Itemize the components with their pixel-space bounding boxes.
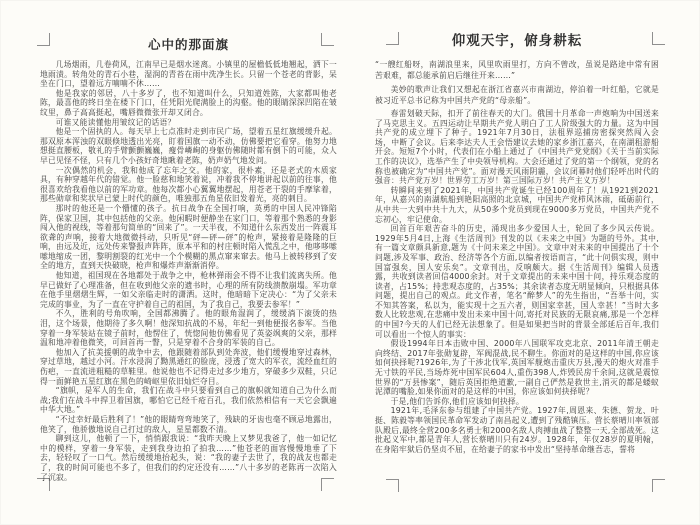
crop-mark-right-page-bottom-left bbox=[386, 479, 399, 492]
paragraph: 回首百年艰苦奋斗的历史，涌现出多少爱国人士，轮回了多少风云传说。1929年5月4日,上海《生活周刊》刊发的以《未来之中国》为题的号外。其中,有一篇文章颇具新意,题为《十问未来之中国》。文章中对未来的中国提出了十个问题,涉及军事、政治、经济等各个方面,以编者按语而言，“此十问倶实现，则中国富强矣，国人安乐矣”。文章刊出，反响颇大。据《生活周刊》编辑人员透露，共收到读者回信4000余封。对于文章提出的未来中国十问，持乐观态度的读者，占15%；持悲观态度的，占35%；其余读者态度无明显倾向，只根据具体问题，提出自己的观点。此文作者，笔名“醉梦人”的先生指出，“吾举十问，实不知其答案，私以为，能实现十之五六者，则国家幸甚，国人幸甚！”当时大多数人比较悲观,在悲痛中发出未来中国十问,寄托对民族的无限哀痛,那是一个怎样的中国?今天的人们已经无法想象了。但是如果把当时的背景全部延后百年,我们可以看出一个惊人的事实： bbox=[375, 224, 659, 339]
paragraph: 不久，胜利的号角吹响，全国都沸腾了。他的眼角湿润了，缓缓淌下滚烫的热泪，这个场景，他期待了多久啊！他深知抗战的不易，年纪一到他便报名参军。当他穿着一身军装站在镜子前时，他愣住了，恍惚间他仿佛看见了英姿飒爽的父亲，那样温和地冲着他微笑，可回首再一瞥，只是穿着不合身的军装的自己。 bbox=[40, 309, 337, 348]
paragraph: 那时的他还是一个懵懂的孩子。抗日战争在全国打响，英勇的中国人民冲锋陷阵，保家卫国，其中包括他的父亲。他闲暇时便静坐在家门口，等着那个熟悉的身影闯入他的视线，等着那句简单的“回来了”。一天半夜，不知道什么东西发出一阵震耳欲聋的声响，接着大地微微抖动，只听见“砰—砰—砰”的枪声，紧接着是隆隆的巨响，由远及近，远处传来警报声阵阵，原本平和的村庄顿时陷入慌乱之中，他哆哆嗦嗦地缩成一团，黎明割裂的红光中一个个模糊的黑点窜来窜去。他马上被转移到了安全的地方，直到天快破晓，枪声和爆炸声渐渐消停。 bbox=[40, 203, 337, 271]
page-title-right: 仰观天宇，俯身耕耘 bbox=[451, 33, 583, 49]
page-left bbox=[40, 37, 337, 482]
page-right-body bbox=[375, 109, 659, 454]
paragraph: “不过幸好最后胜利了！”他的眼睛弯弯地笑了，残缺的牙齿也毫不顾忌地露出，他笑了，他骄傲地说自己打过的敌人，星星都数不清。 bbox=[40, 414, 337, 434]
page-title-left: 心中的那面旗 bbox=[147, 37, 229, 52]
paragraph: 1921年,毛泽东参与组建了中国共产党。1927年,周恩来、朱德、贺龙、叶挺、陈毅等率领国民革命军发动了南昌起义,遭到了残酷镇压。营长蔡晴川率领部队殿后,最终全营200多名勇士和2000名敌人肉搏血战了整整一天,全部战死。这批起义军中,都是青年人,营长蔡晴川只有24岁。1928年，年仅28岁的夏明翰，在身陷牢狱后仍坚贞不屈，在给妻子的家书中发出“坚持革命继吾志，誓将 bbox=[375, 406, 659, 454]
paragraph: 假设1994年日本击败中国、2000年八国联军攻克北京、2011年清王朝走向终结、2017年张勋复辟，军阀混战,民不聊生。你面对的是这样的中国,你应该如何抉择呢?1926年,为了干涉北伐军,英国军舰炮击重庆万县,漫天的炮火对准手无寸铁的平民,当场炸死中国军民604人,重伤398人,炸毁民房千余间,这就是震惊世界的“万县惨案”，随后英国拒绝道歉,一副自己俨然是救世主,消灭的都是蝼蚁泥潭的嘴脸,如果你面对的是这样的中国，你应该如何抉择呢？ bbox=[375, 339, 659, 397]
paragraph: 他加入了抗美援朝的战争中去，他跟随着部队到处奔波，他们缓慢地穿过森林，穿过草地，越过小河。汗水浸润了黝黑通红的脸庞，浸透了宽大的军衣，流经血红的伤疤，一直流进粗糙的草鞋里。他说他也不记得走过多少地方，穿破多少双鞋，只记得一面鲜艳五星红旗在黑色的崎岖里依旧灿烂夺目。 bbox=[40, 347, 337, 386]
page-right bbox=[375, 34, 659, 454]
paragraph: 春雷划破天际，扣开了前往春天的大门。俄国十月革命一声炮响为中国送来了马克思主义。五四运动让早期共产党人明白了工人阶级强大的力量。这为中国共产党的成立埋下了种子。1921年7月30日，法租界巡捕房密探突然闯入会场，中断了会议。后来李达夫人王会悟建议去她的家乡浙江嘉兴，在南湖租游船开会。短短7个小时，代表们在小船上通过了《中国共产党党纲》《关于当前实际工作的决议》，选举产生了中央领导机构。大会还通过了党的第一个纲领，党的名称也被确定为“中国共产党”。面对漫天风雨阴霾，会议闭幕时他们轻呼出时代的强音：共产党万岁！世界劳工万岁！第三国际万岁！共产主义万岁！ bbox=[375, 109, 659, 186]
paragraph: 于是,他们告诉你,他们应该如何抉择。 bbox=[390, 396, 524, 406]
crop-mark-right-page-bottom-right bbox=[652, 479, 665, 492]
paragraph: 他知道，祖国现在各地都处于战争之中，枪林弹雨会不得不让我们流离失所。他早已做好了心理准备，但在收到他父亲的遗书时，心理的所有防线溃散崩塌。军功章在他手里熠熠生辉，一如父亲临走时的潇洒。这时，他暗暗下定决心：“为了父亲未完成的事业，为了一直在守护着自己的祖国，为了我自己，我要去参军！” bbox=[40, 271, 337, 309]
paragraph: 一次偶然的机会，我和他成了忘年之交。他的家，很朴素，还是老式的木质家具，有种穿越年代的错觉。他一脸慈和地笑着说，冲着我不停地讲起以前的往事，他很喜欢给我看他以前的军功章。他每次都小心翼翼地摆起，用苍老干裂的手摩挲着，那些勋章和奖状早已蒙上时代的颜色，唯独那五角星依旧发着光，亮的刺目。 bbox=[40, 165, 337, 204]
paragraph: 转瞬间来到了2021年，中国共产党诞生已经100周年了！从1921到2021年，从嘉兴的南湖航船到艳阳高照的北京城，中国共产党栉风沐雨，砥砺前行，从中共一大到中共十九大，从50多个党员到现在9000多万党员，中国共产党不忘初心，牢记使命。 bbox=[375, 185, 659, 224]
paragraph: 几场烟雨，几卷荷风，江南早已是烟水迷离。小镇里的屋檐低低地翘起，洒下一地雨渍。转角处的青石小巷，湿润的青苔在雨中洗净生长。只留一个苍老的背影，呆坐在门口，望着远方喃喃不休…… bbox=[40, 60, 337, 89]
paragraph: 聊到这儿，他顿了一下，悄悄跟我说：“我昨天晚上又梦见我爸了，他一如记忆中的模样，穿着一身军装，走到我身边拍了拍我……”他苍老的面容慢慢地垂了下去，轻轻叹了一口气。然后缓缓地抬起头，说：“我的妻子去世了，我的战友也都走了，我的时间可能也不多了，但我们的约定还没有……”八十多岁的老陈再一次陷入了沉寂。 bbox=[40, 434, 337, 482]
lead-paragraph: 美妙的歌声让我们又想起在浙江省嘉兴市南湖边，停泊着一叶红船，它就是被习近平总书记称为中国共产党的“母亲船”。 bbox=[375, 85, 659, 105]
paragraph: 可谁又能读懂他用皱纹记的话语？ bbox=[55, 117, 176, 127]
paragraph: 他是我家的邻居，八十多岁了，也不知道叫什么，只知道姓陈，大家都叫他老陈，最喜他的终日坐在楼下门口，任凭阳光爬满脸上的沟壑。他的眼睛深深凹陷在皱纹里，鼻子高高挺起，嘴唇微微张开却又闭合。 bbox=[40, 88, 337, 117]
lead-quote: “一艘红船呀，南湖浪里来，风里吹雨里打，方向不曾改，虽说是路途中常有困苦艰难，都总能承前启后继往开来……” bbox=[375, 60, 659, 80]
paragraph: “旗帜，是军人的生命，我们在战斗中只要看到自己的旗帜就知道自己为什么而战;我们在战斗中捍卫着国旗，哪怕它已经千疮百孔，我们依然相信有一天它会飘遍中华大地。” bbox=[40, 386, 337, 415]
page-left-body bbox=[40, 60, 337, 482]
paragraph: 他是一个固执的人。每天早上七点准时走到市民广场，望着五星红旗缓缓升起。那双原本浑浊的双眼倏地透出光亮，盯着国旗一动不动，仿佛要把它看穿。他努力地想挺直腰板，敬礼的手臂颤颤巍巍，瘦骨嶙峋的身躯仿佛随时都有倒下的可能，众人早已见怪不怪，只有几个小孩好奇地瞅着老陈，奶声奶气地发问。 bbox=[40, 127, 337, 165]
